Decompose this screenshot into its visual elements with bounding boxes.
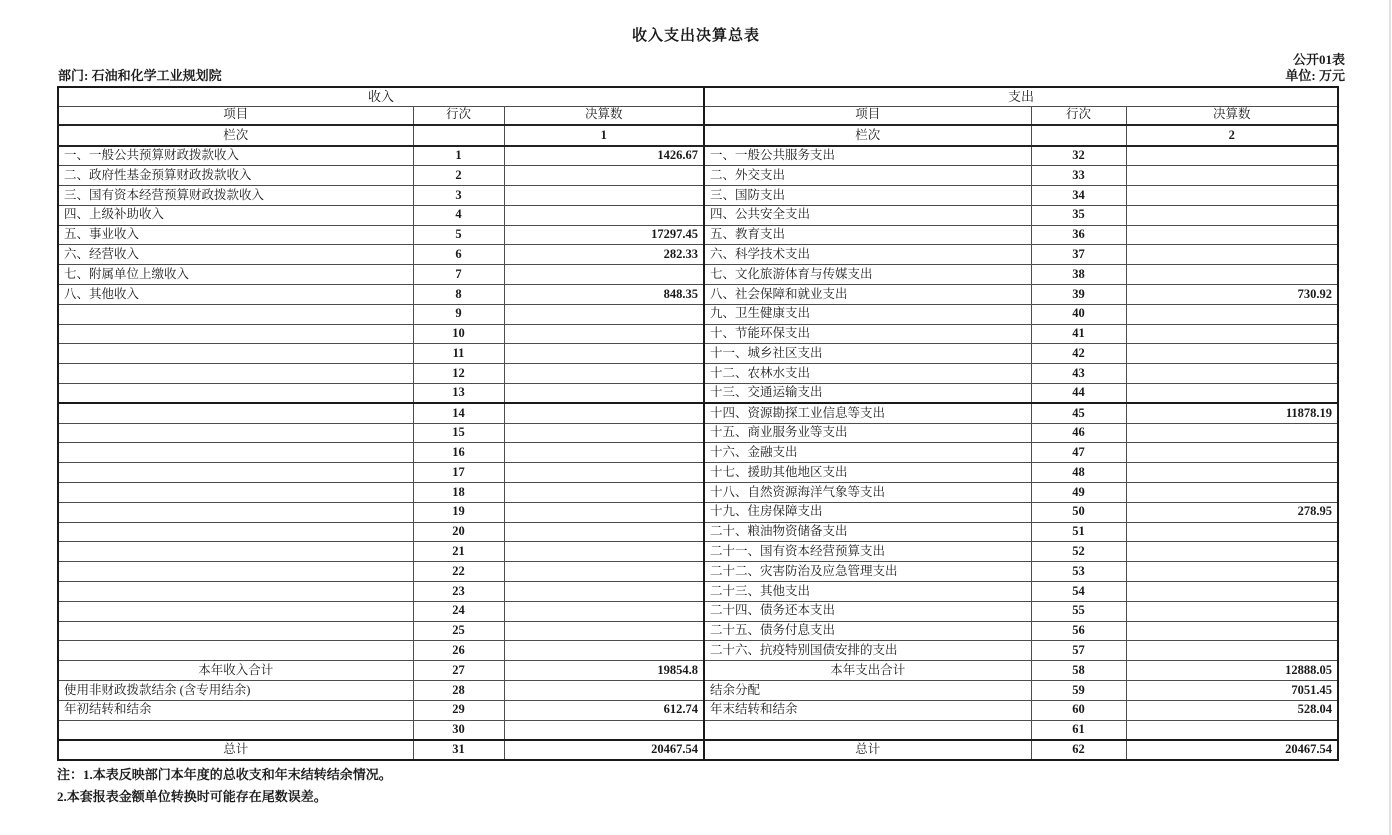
income-item-cell xyxy=(58,641,413,661)
expense-value-header: 决算数 xyxy=(1126,106,1338,125)
income-item-cell: 年初结转和结余 xyxy=(58,700,413,720)
expenditure-line-cell: 38 xyxy=(1031,265,1126,285)
table-row xyxy=(58,463,1338,483)
table-row xyxy=(58,681,1338,701)
table-row xyxy=(58,661,1338,681)
expenditure-value-cell xyxy=(1126,245,1338,265)
table-row xyxy=(58,304,1338,324)
income-value-cell xyxy=(504,265,704,285)
income-item-cell xyxy=(58,522,413,542)
income-value-cell xyxy=(504,681,704,701)
income-value-cell: 19854.8 xyxy=(504,661,704,681)
income-value-cell xyxy=(504,483,704,503)
expenditure-item-cell: 年末结转和结余 xyxy=(704,700,1031,720)
expenditure-line-cell: 37 xyxy=(1031,245,1126,265)
expenditure-value-cell xyxy=(1126,384,1338,404)
expenditure-value-cell xyxy=(1126,146,1338,166)
income-value-cell xyxy=(504,542,704,562)
expenditure-item-cell: 十四、资源勘探工业信息等支出 xyxy=(704,403,1031,423)
income-item-cell: 八、其他收入 xyxy=(58,285,413,305)
income-value-cell: 848.35 xyxy=(504,285,704,305)
expenditure-value-cell xyxy=(1126,364,1338,384)
income-value-cell xyxy=(504,384,704,404)
expenditure-line-cell: 54 xyxy=(1031,582,1126,602)
expenditure-value-cell xyxy=(1126,542,1338,562)
expenditure-value-cell xyxy=(1126,582,1338,602)
expenditure-line-cell: 48 xyxy=(1031,463,1126,483)
income-item-cell: 六、经营收入 xyxy=(58,245,413,265)
table-row xyxy=(58,740,1338,760)
expenditure-item-cell: 一、一般公共服务支出 xyxy=(704,146,1031,166)
income-line-cell: 20 xyxy=(413,522,504,542)
expenditure-value-cell xyxy=(1126,205,1338,225)
income-value-cell xyxy=(504,324,704,344)
income-line-cell: 2 xyxy=(413,166,504,186)
expenditure-item-cell: 七、文化旅游体育与传媒支出 xyxy=(704,265,1031,285)
income-value-cell xyxy=(504,522,704,542)
income-item-cell: 二、政府性基金预算财政拨款收入 xyxy=(58,166,413,186)
income-lanci-label: 栏次 xyxy=(58,125,413,146)
table-row xyxy=(58,205,1338,225)
income-line-cell: 24 xyxy=(413,601,504,621)
expenditure-line-cell: 60 xyxy=(1031,700,1126,720)
income-item-cell xyxy=(58,542,413,562)
income-line-cell: 22 xyxy=(413,562,504,582)
expenditure-value-cell xyxy=(1126,423,1338,443)
table-row xyxy=(58,502,1338,522)
income-item-cell: 四、上级补助收入 xyxy=(58,205,413,225)
income-value-cell xyxy=(504,641,704,661)
income-item-cell xyxy=(58,720,413,740)
sheet-label: 公开01表 xyxy=(1292,52,1345,67)
expenditure-item-cell: 十八、自然资源海洋气象等支出 xyxy=(704,483,1031,503)
income-item-cell: 五、事业收入 xyxy=(58,225,413,245)
table-row xyxy=(58,285,1338,305)
expenditure-value-cell xyxy=(1126,463,1338,483)
income-value-cell: 20467.54 xyxy=(504,740,704,760)
expenditure-item-cell: 二十三、其他支出 xyxy=(704,582,1031,602)
income-value-cell xyxy=(504,423,704,443)
table-row xyxy=(58,403,1338,423)
expenditure-line-cell: 43 xyxy=(1031,364,1126,384)
table-row xyxy=(58,601,1338,621)
note-line-1: 注：1.本表反映部门本年度的总收支和年末结转结余情况。 xyxy=(57,767,392,782)
expense-lanci-blank xyxy=(1031,125,1126,146)
income-value-cell xyxy=(504,443,704,463)
expenditure-line-cell: 46 xyxy=(1031,423,1126,443)
income-line-cell: 17 xyxy=(413,463,504,483)
income-line-cell: 23 xyxy=(413,582,504,602)
income-line-cell: 15 xyxy=(413,423,504,443)
income-line-cell: 3 xyxy=(413,186,504,206)
expenditure-line-cell: 56 xyxy=(1031,621,1126,641)
income-item-cell xyxy=(58,621,413,641)
expenditure-line-cell: 35 xyxy=(1031,205,1126,225)
expenditure-item-cell: 二、外交支出 xyxy=(704,166,1031,186)
note-line-2: 2.本套报表金额单位转换时可能存在尾数误差。 xyxy=(57,789,327,804)
income-line-cell: 8 xyxy=(413,285,504,305)
income-item-cell: 本年收入合计 xyxy=(58,661,413,681)
expenditure-line-cell: 52 xyxy=(1031,542,1126,562)
expenditure-value-cell xyxy=(1126,225,1338,245)
income-item-cell xyxy=(58,403,413,423)
footnotes xyxy=(57,764,392,808)
table-row xyxy=(58,146,1338,166)
table-row xyxy=(58,542,1338,562)
income-line-cell: 27 xyxy=(413,661,504,681)
expenditure-value-cell xyxy=(1126,166,1338,186)
income-item-cell xyxy=(58,443,413,463)
viewport-right-edge xyxy=(1389,0,1391,835)
income-line-cell: 11 xyxy=(413,344,504,364)
expenditure-item-cell: 十七、援助其他地区支出 xyxy=(704,463,1031,483)
expenditure-item-cell: 九、卫生健康支出 xyxy=(704,304,1031,324)
expense-section-header: 支出 xyxy=(704,87,1338,106)
expenditure-value-cell xyxy=(1126,522,1338,542)
expenditure-value-cell: 20467.54 xyxy=(1126,740,1338,760)
expenditure-value-cell xyxy=(1126,186,1338,206)
expenditure-item-cell: 五、教育支出 xyxy=(704,225,1031,245)
expenditure-value-cell: 730.92 xyxy=(1126,285,1338,305)
expenditure-line-cell: 34 xyxy=(1031,186,1126,206)
expenditure-line-cell: 40 xyxy=(1031,304,1126,324)
expenditure-item-cell: 十二、农林水支出 xyxy=(704,364,1031,384)
table-row xyxy=(58,265,1338,285)
income-line-cell: 13 xyxy=(413,384,504,404)
table-row xyxy=(58,324,1338,344)
expenditure-value-cell xyxy=(1126,344,1338,364)
expenditure-line-cell: 33 xyxy=(1031,166,1126,186)
table-row xyxy=(58,225,1338,245)
page-title: 收入支出决算总表 xyxy=(631,28,760,44)
expenditure-value-cell: 278.95 xyxy=(1126,502,1338,522)
income-value-cell xyxy=(504,364,704,384)
expenditure-item-cell: 本年支出合计 xyxy=(704,661,1031,681)
expenditure-value-cell: 12888.05 xyxy=(1126,661,1338,681)
table-row xyxy=(58,364,1338,384)
income-line-cell: 14 xyxy=(413,403,504,423)
expenditure-line-cell: 41 xyxy=(1031,324,1126,344)
income-lanci-blank xyxy=(413,125,504,146)
expense-column-index: 2 xyxy=(1126,125,1338,146)
income-value-cell xyxy=(504,720,704,740)
table-row xyxy=(58,384,1338,404)
expenditure-line-cell: 53 xyxy=(1031,562,1126,582)
income-item-cell xyxy=(58,423,413,443)
table-row xyxy=(58,621,1338,641)
table-row xyxy=(58,483,1338,503)
table-row xyxy=(58,700,1338,720)
income-line-cell: 28 xyxy=(413,681,504,701)
table-row xyxy=(58,582,1338,602)
income-line-cell: 4 xyxy=(413,205,504,225)
income-item-cell xyxy=(58,384,413,404)
income-line-cell: 25 xyxy=(413,621,504,641)
income-item-cell xyxy=(58,463,413,483)
income-item-cell: 总计 xyxy=(58,740,413,760)
expenditure-item-cell: 十九、住房保障支出 xyxy=(704,502,1031,522)
table-row xyxy=(58,720,1338,740)
expenditure-item-cell: 二十一、国有资本经营预算支出 xyxy=(704,542,1031,562)
expenditure-value-cell xyxy=(1126,304,1338,324)
expenditure-line-cell: 44 xyxy=(1031,384,1126,404)
income-item-header: 项目 xyxy=(58,106,413,125)
income-value-cell xyxy=(504,403,704,423)
income-value-cell: 17297.45 xyxy=(504,225,704,245)
income-line-cell: 26 xyxy=(413,641,504,661)
expenditure-value-cell xyxy=(1126,562,1338,582)
income-item-cell xyxy=(58,601,413,621)
expenditure-value-cell xyxy=(1126,720,1338,740)
table-body xyxy=(58,146,1338,760)
table-row xyxy=(58,166,1338,186)
expenditure-item-cell: 八、社会保障和就业支出 xyxy=(704,285,1031,305)
expenditure-line-cell: 32 xyxy=(1031,146,1126,166)
expense-line-header: 行次 xyxy=(1031,106,1126,125)
income-item-cell: 三、国有资本经营预算财政拨款收入 xyxy=(58,186,413,206)
income-line-cell: 31 xyxy=(413,740,504,760)
expenditure-value-cell xyxy=(1126,601,1338,621)
expenditure-item-cell: 总计 xyxy=(704,740,1031,760)
income-value-header: 决算数 xyxy=(504,106,704,125)
income-value-cell xyxy=(504,463,704,483)
income-line-cell: 5 xyxy=(413,225,504,245)
expenditure-item-cell: 二十四、债务还本支出 xyxy=(704,601,1031,621)
table-row xyxy=(58,186,1338,206)
expenditure-line-cell: 55 xyxy=(1031,601,1126,621)
income-line-cell: 6 xyxy=(413,245,504,265)
expenditure-value-cell xyxy=(1126,641,1338,661)
table-row xyxy=(58,245,1338,265)
expenditure-value-cell xyxy=(1126,621,1338,641)
expenditure-item-cell: 十一、城乡社区支出 xyxy=(704,344,1031,364)
income-line-header: 行次 xyxy=(413,106,504,125)
income-value-cell xyxy=(504,166,704,186)
expenditure-line-cell: 47 xyxy=(1031,443,1126,463)
expenditure-line-cell: 62 xyxy=(1031,740,1126,760)
income-line-cell: 12 xyxy=(413,364,504,384)
income-value-cell: 1426.67 xyxy=(504,146,704,166)
income-value-cell xyxy=(504,344,704,364)
table-row xyxy=(58,562,1338,582)
income-line-cell: 19 xyxy=(413,502,504,522)
department-label: 部门: 石油和化学工业规划院 xyxy=(58,68,222,83)
column-header-row xyxy=(58,106,1338,125)
expense-lanci-label: 栏次 xyxy=(704,125,1031,146)
income-line-cell: 10 xyxy=(413,324,504,344)
income-section-header: 收入 xyxy=(58,87,704,106)
expenditure-value-cell xyxy=(1126,324,1338,344)
income-value-cell xyxy=(504,205,704,225)
income-line-cell: 7 xyxy=(413,265,504,285)
table-row xyxy=(58,443,1338,463)
table-row xyxy=(58,423,1338,443)
income-value-cell xyxy=(504,601,704,621)
expenditure-item-cell: 三、国防支出 xyxy=(704,186,1031,206)
expenditure-item-cell: 六、科学技术支出 xyxy=(704,245,1031,265)
income-value-cell xyxy=(504,582,704,602)
income-line-cell: 16 xyxy=(413,443,504,463)
income-value-cell: 612.74 xyxy=(504,700,704,720)
income-value-cell xyxy=(504,502,704,522)
income-item-cell xyxy=(58,344,413,364)
expenditure-value-cell xyxy=(1126,443,1338,463)
expenditure-line-cell: 36 xyxy=(1031,225,1126,245)
income-value-cell: 282.33 xyxy=(504,245,704,265)
income-line-cell: 1 xyxy=(413,146,504,166)
expenditure-item-cell: 二十二、灾害防治及应急管理支出 xyxy=(704,562,1031,582)
expenditure-item-cell: 二十六、抗疫特别国债安排的支出 xyxy=(704,641,1031,661)
expenditure-item-cell xyxy=(704,720,1031,740)
expenditure-value-cell xyxy=(1126,265,1338,285)
table-row xyxy=(58,344,1338,364)
expenditure-line-cell: 39 xyxy=(1031,285,1126,305)
income-value-cell xyxy=(504,562,704,582)
expenditure-line-cell: 42 xyxy=(1031,344,1126,364)
expenditure-line-cell: 59 xyxy=(1031,681,1126,701)
expense-item-header: 项目 xyxy=(704,106,1031,125)
section-header-row xyxy=(58,87,1338,106)
income-item-cell xyxy=(58,324,413,344)
expenditure-value-cell: 528.04 xyxy=(1126,700,1338,720)
income-value-cell xyxy=(504,304,704,324)
expenditure-line-cell: 58 xyxy=(1031,661,1126,681)
income-line-cell: 18 xyxy=(413,483,504,503)
expenditure-item-cell: 二十、粮油物资储备支出 xyxy=(704,522,1031,542)
income-item-cell xyxy=(58,483,413,503)
income-item-cell xyxy=(58,364,413,384)
table-head xyxy=(58,87,1338,146)
income-value-cell xyxy=(504,186,704,206)
income-item-cell: 七、附属单位上缴收入 xyxy=(58,265,413,285)
table-row xyxy=(58,641,1338,661)
expenditure-item-cell: 十五、商业服务业等支出 xyxy=(704,423,1031,443)
column-index-row xyxy=(58,125,1338,146)
unit-label: 单位: 万元 xyxy=(1285,68,1345,83)
expenditure-line-cell: 61 xyxy=(1031,720,1126,740)
income-item-cell xyxy=(58,562,413,582)
expenditure-value-cell xyxy=(1126,483,1338,503)
expenditure-line-cell: 57 xyxy=(1031,641,1126,661)
expenditure-value-cell: 7051.45 xyxy=(1126,681,1338,701)
income-item-cell xyxy=(58,304,413,324)
expenditure-item-cell: 十三、交通运输支出 xyxy=(704,384,1031,404)
income-column-index: 1 xyxy=(504,125,704,146)
income-line-cell: 30 xyxy=(413,720,504,740)
income-item-cell: 一、一般公共预算财政拨款收入 xyxy=(58,146,413,166)
expenditure-item-cell: 二十五、债务付息支出 xyxy=(704,621,1031,641)
income-item-cell xyxy=(58,502,413,522)
expenditure-line-cell: 50 xyxy=(1031,502,1126,522)
income-item-cell: 使用非财政拨款结余 (含专用结余) xyxy=(58,681,413,701)
income-line-cell: 9 xyxy=(413,304,504,324)
expenditure-item-cell: 十六、金融支出 xyxy=(704,443,1031,463)
budget-summary-table xyxy=(57,86,1339,761)
expenditure-line-cell: 49 xyxy=(1031,483,1126,503)
expenditure-line-cell: 51 xyxy=(1031,522,1126,542)
income-line-cell: 21 xyxy=(413,542,504,562)
table-row xyxy=(58,522,1338,542)
expenditure-item-cell: 四、公共安全支出 xyxy=(704,205,1031,225)
expenditure-line-cell: 45 xyxy=(1031,403,1126,423)
expenditure-item-cell: 十、节能环保支出 xyxy=(704,324,1031,344)
expenditure-item-cell: 结余分配 xyxy=(704,681,1031,701)
income-item-cell xyxy=(58,582,413,602)
income-value-cell xyxy=(504,621,704,641)
expenditure-value-cell: 11878.19 xyxy=(1126,403,1338,423)
income-line-cell: 29 xyxy=(413,700,504,720)
